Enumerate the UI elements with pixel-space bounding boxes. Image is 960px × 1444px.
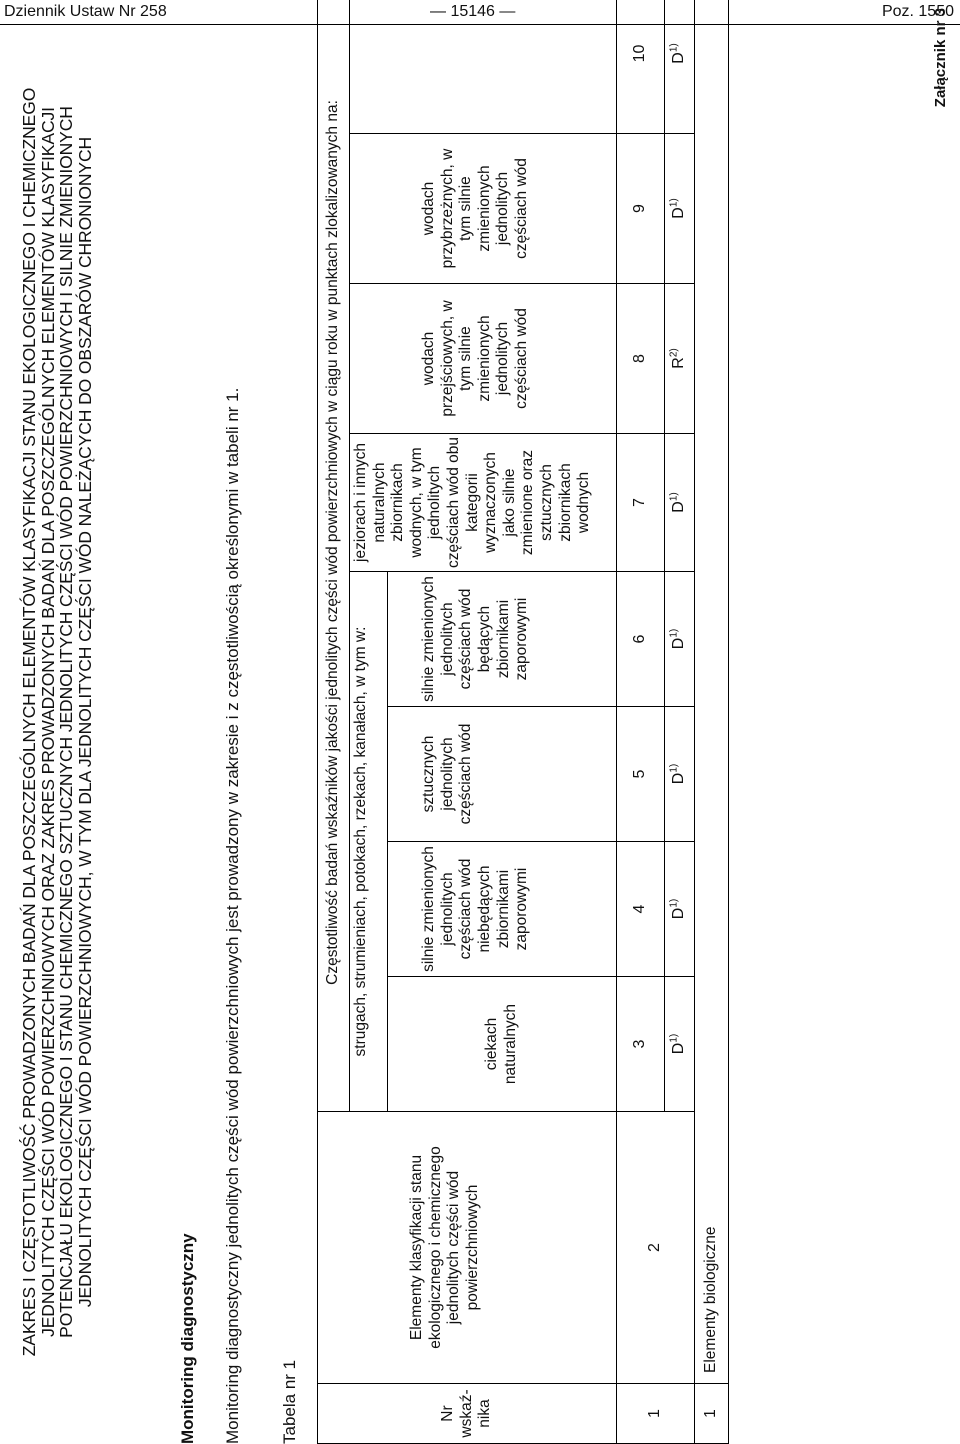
title-line: ZAKRES I CZĘSTOTLIWOŚĆ PROWADZONYCH BADAŃ DLA POSZCZEGÓLNYCH ELEMENTÓW KLASYFIKACJI STANU EKOLOGICZNEGO I CHEMICZNEGO bbox=[19, 87, 39, 1357]
frequency-value: $D^{1)}$ bbox=[664, 572, 694, 707]
section-description: Monitoring diagnostyczny jednolitych części wód powierzchniowych jest prowadzony w zakresie i z częstotliwością określonymi w tabeli nr 1. bbox=[223, 387, 242, 1444]
frequency-table bbox=[317, 0, 729, 1444]
frequency-value: $D^{1)}$ bbox=[664, 707, 694, 842]
journal-title: Dziennik Ustaw Nr 258 bbox=[4, 3, 167, 20]
column-number-2: 2 bbox=[616, 1112, 694, 1384]
subheader-coastal: wodach przybrzeżnych, w tym silnie zmienionych jednolitych częściach wód bbox=[350, 134, 617, 284]
subheader-modified-rivers: silnie zmienionych jednolitych częściach wód niebędących zbiornikami zaporowymi bbox=[388, 842, 617, 977]
document-title bbox=[20, 0, 94, 1444]
row-biological-elements: Elementy biologiczne bbox=[694, 0, 728, 1384]
frequency-value: $D^{1)}$ bbox=[664, 0, 694, 134]
page-number: — 15146 — bbox=[430, 3, 516, 20]
frequency-value: $D^{1)}$ bbox=[664, 434, 694, 572]
subheader-lakes: jeziorach i innych naturalnych zbiornikach wodnych, w tym jednolitych częściach wód obu kategorii wyznaczonych jako silnie zmienione oraz sztucznych zbiornikach wodnych bbox=[350, 434, 617, 572]
header-elements: Elementy klasyfikacji stanu ekologicznego i chemicznego jednolitych części wód powierzchniowych bbox=[318, 1112, 617, 1384]
column-number-10: 10 bbox=[616, 0, 664, 134]
column-number-5: 5 bbox=[616, 707, 664, 842]
column-number-4: 4 bbox=[616, 842, 664, 977]
subheader-transitional: wodach przejściowych, w tym silnie zmienionych jednolitych częściach wód bbox=[350, 284, 617, 434]
column-number-3: 3 bbox=[616, 977, 664, 1112]
section-title: Monitoring diagnostyczny bbox=[178, 1233, 197, 1444]
title-line: JEDNOLITYCH CZĘŚCI WÓD POWIERZCHNIOWYCH ORAZ ZAKRES PROWADZONYCH BADAŃ DLA POSZCZEGÓLNYCH ELEMENTÓW KLASYFIKACJI bbox=[37, 107, 58, 1337]
column-number-6: 6 bbox=[616, 572, 664, 707]
column-number-8: 8 bbox=[616, 284, 664, 434]
frequency-value: $D^{1)}$ bbox=[664, 842, 694, 977]
subheader-artificial: sztucznych jednolitych częściach wód bbox=[388, 707, 617, 842]
subheader-reservoirs: silnie zmienionych jednolitych częściach wód będących zbiornikami zaporowymi bbox=[388, 572, 617, 707]
table-label: Tabela nr 1 bbox=[280, 1359, 299, 1444]
column-number-7: 7 bbox=[616, 434, 664, 572]
subheader-natural-rivers: ciekach naturalnych bbox=[388, 977, 617, 1112]
attachment-label: Załącznik nr 3 bbox=[932, 8, 949, 108]
column-number-9: 9 bbox=[616, 134, 664, 284]
column-number-1: 1 bbox=[616, 1384, 694, 1444]
frequency-value: $R^{2)}$ bbox=[664, 284, 694, 434]
header-nr: Nr wskaź-nika bbox=[318, 1384, 617, 1444]
frequency-value: $D^{1)}$ bbox=[664, 134, 694, 284]
frequency-header: Częstotliwość badań wskaźników jakości jednolitych części wód powierzchniowych w ciągu roku w punktach zlokalizowanych na: bbox=[318, 0, 350, 1112]
frequency-value: $D^{1)}$ bbox=[664, 977, 694, 1112]
title-line: POTENCJAŁU EKOLOGICZNEGO I STANU CHEMICZNEGO SZTUCZNYCH JEDNOLITYCH CZĘŚCI WÓD POWIERZCHNIOWYCH I SILNIE ZMIENIONYCH bbox=[56, 106, 76, 1338]
title-line: JEDNOLITYCH CZĘŚCI WÓD POWIERZCHNIOWYCH, W TYM DLA JEDNOLITYCH CZĘŚCI WÓD NALEŻĄCYCH DO OBSZARÓW CHRONIONYCH bbox=[74, 136, 95, 1308]
group-header: strugach, strumieniach, potokach, rzekach, kanałach, w tym w: bbox=[350, 572, 388, 1112]
position-number: Poz. 1550 bbox=[881, 3, 954, 20]
row-nr: 1 bbox=[694, 1384, 728, 1444]
